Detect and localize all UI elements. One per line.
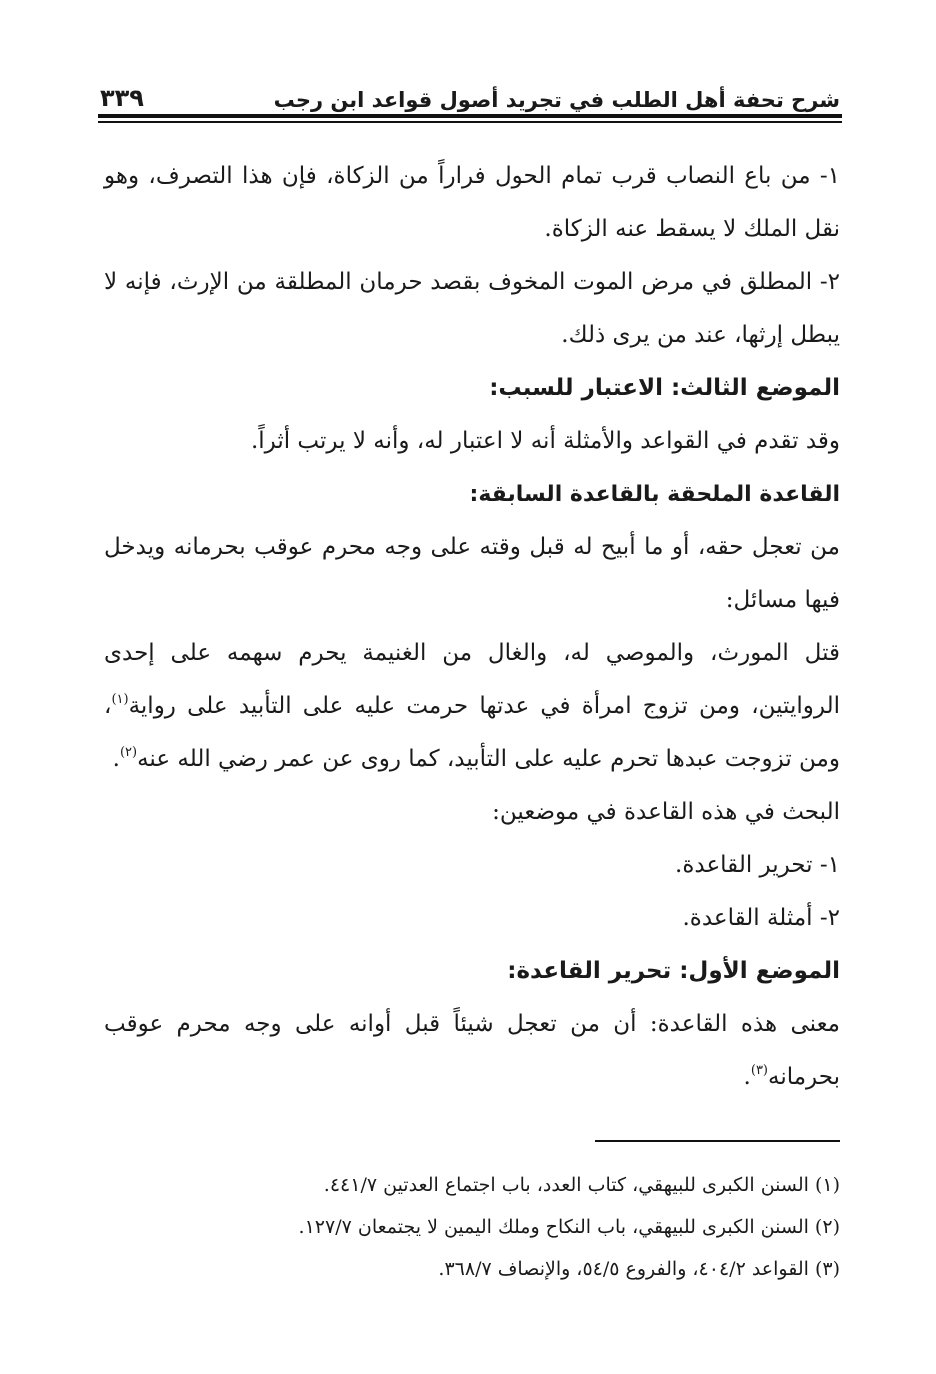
paragraph-3: وقد تقدم في القواعد والأمثلة أنه لا اعتبار له، وأنه لا يرتب أثراً. bbox=[250, 428, 840, 454]
paragraph-7-part-a: معنى هذه القاعدة: أن من تعجل شيئاً قبل أوانه على وجه محرم عوقب بحرمانه bbox=[104, 1011, 840, 1090]
running-title: شرح تحفة أهل الطلب في تجريد أصول قواعد ابن رجب bbox=[273, 88, 840, 112]
footnote-2: (٢) السنن الكبرى للبيهقي، باب النكاح وملك اليمين لا يجتمعان ١٢٧/٧. bbox=[298, 1216, 840, 1238]
footnote-marker-2[interactable]: (٢) bbox=[119, 745, 138, 760]
heading-third-topic: الموضع الثالث: الاعتبار للسبب: bbox=[489, 375, 840, 401]
footnote-1: (١) السنن الكبرى للبيهقي، كتاب العدد، باب اجتماع العدتين ٤٤١/٧. bbox=[323, 1174, 840, 1196]
footnote-separator bbox=[595, 1140, 840, 1142]
paragraph-1: ١- من باع النصاب قرب تمام الحول فراراً من الزكاة، فإن هذا التصرف، وهو نقل الملك لا يسقط عنه الزكاة. bbox=[104, 163, 840, 242]
paragraph-5 bbox=[104, 627, 840, 786]
footnotes bbox=[104, 1164, 840, 1290]
paragraph-5-part-b: ، ومن تزوجت عبدها تحرم عليه على التأبيد، كما روى عن عمر رضي الله عنه bbox=[104, 693, 840, 772]
footnote-marker-3[interactable]: (٣) bbox=[750, 1063, 768, 1078]
list-item-1: ١- تحرير القاعدة. bbox=[675, 852, 840, 878]
list-item-2: ٢- أمثلة القاعدة. bbox=[682, 905, 840, 931]
paragraph-7 bbox=[104, 998, 840, 1104]
paragraph-5-part-a: قتل المورث، والموصي له، والغال من الغنيمة يحرم سهمه على إحدى الروايتين، ومن تزوج امرأة في عدتها حرمت عليه على التأبيد على رواية bbox=[104, 640, 840, 719]
paragraph-6: البحث في هذه القاعدة في موضعين: bbox=[492, 799, 840, 825]
main-text bbox=[104, 150, 840, 1104]
paragraph-7-part-b: . bbox=[743, 1064, 751, 1090]
header-rule-thin bbox=[98, 121, 842, 123]
paragraph-2: ٢- المطلق في مرض الموت المخوف بقصد حرمان المطلقة من الإرث، فإنه لا يبطل إرثها، عند من يرى ذلك. bbox=[104, 269, 840, 348]
paragraph-5-part-c: . bbox=[112, 746, 120, 772]
paragraph-4: من تعجل حقه، أو ما أبيح له قبل وقته على وجه محرم عوقب بحرمانه ويدخل فيها مسائل: bbox=[104, 534, 840, 613]
running-header bbox=[100, 76, 840, 112]
footnote-marker-1[interactable]: (١) bbox=[111, 692, 129, 707]
heading-attached-rule: القاعدة الملحقة بالقاعدة السابقة: bbox=[469, 482, 840, 507]
header-rule-thick bbox=[98, 114, 842, 118]
heading-first-topic: الموضع الأول: تحرير القاعدة: bbox=[507, 958, 840, 984]
footnote-3: (٣) القواعد ٤٠٤/٢، والفروع ٥٤/٥، والإنصاف ٣٦٨/٧. bbox=[438, 1258, 840, 1280]
page-number: ٣٣٩ bbox=[100, 84, 144, 112]
